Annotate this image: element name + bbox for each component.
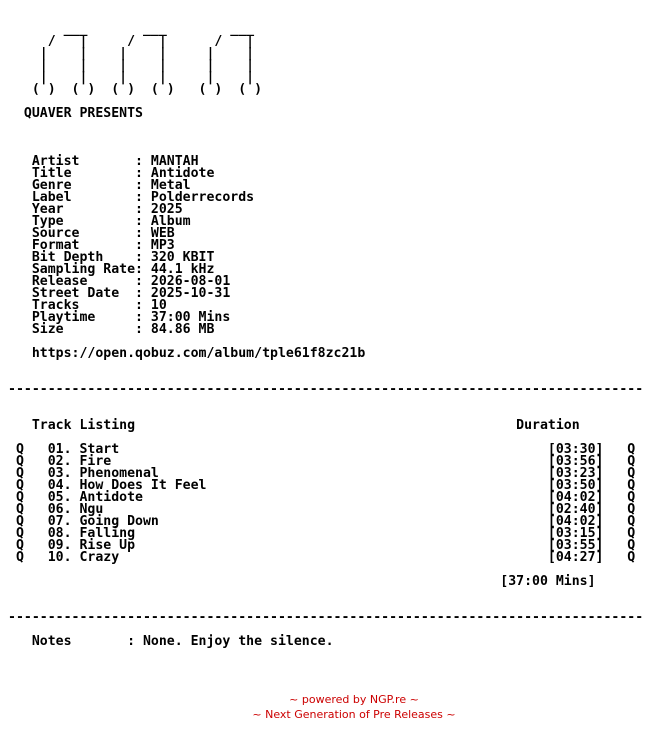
footer-tagline: ~ Next Generation of Pre Releases ~ xyxy=(252,708,456,721)
nfo-text: ___ ___ ___ / | / | / | | | | | | | | | | | | | | | | | | | ( ) ( ) ( ) ( ) ( ) ( ) QUAVER PRESENTS Artist : MANTAH Title : Antidote Genre : Metal Label : Polderrecords Year : 2025 Type : Album Source : WEB Format : MP3 Bit Depth : 320 KBIT Sampling Rate: 44.1 kHz Release : 2026-08-01 Street Date : 2025-10-31 Tracks : 10 Playtime : 37:00 Mins Size : 84.86 MB https://open.qobuz.com/album/tple61f8zc21b -------------------------------------------------------------------------------- Track Listing Duration Q 01. Start [03:30] Q Q 02. Fire [03:56] Q Q 03. Phenomenal [03:23] Q Q 04. How Does It Feel [03:50] Q Q 05. Antidote [04:02] Q Q 06. Ngu [02:40] Q Q 07. Going Down [04:02] Q Q 08. Falling [03:15] Q Q 09. Rise Up [03:55] Q Q 10. Crazy [04:27] Q [37:00 Mins] -------------------------------------------------------------------------------- Notes : None. Enjoy the silence. xyxy=(8,22,644,649)
footer-powered-by: ~ powered by NGP.re ~ xyxy=(289,693,419,706)
